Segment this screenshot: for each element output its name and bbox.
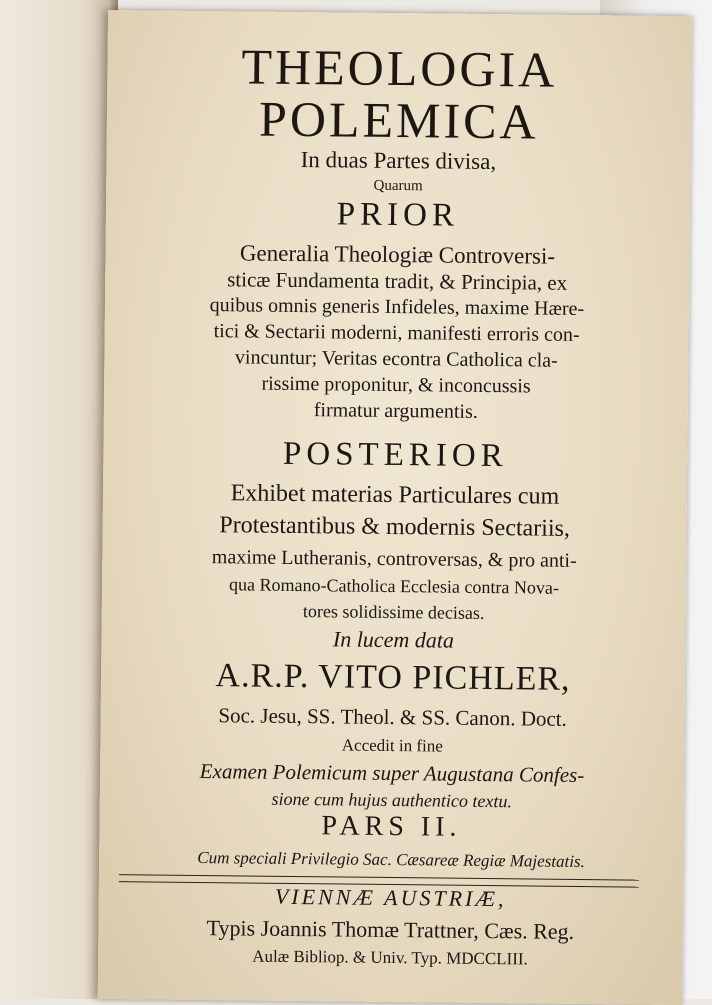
prior-line: sticæ Fundamenta tradit, & Principia, ex [227,267,568,295]
prior-line: tici & Sectarii moderni, manifesti erroris con- [213,320,580,346]
posterior-line: Exhibet materias Particulares cum [230,480,560,510]
posterior-line: Protestantibus & modernis Sectariis, [219,512,571,542]
prior-line: quibus omnis generis Infideles, maxime Hære- [209,294,585,321]
prior-line: firmatur argumentis. [313,399,478,423]
author: A.R.P. VITO PICHLER, [215,657,571,698]
accedit: Accedit in fine [341,735,443,756]
quarum: Quarum [373,177,423,195]
title-line-2: POLEMICA [258,90,539,150]
printer: Typis Joannis Thomæ Trattner, Cæs. Reg. [206,915,575,944]
subtitle: In duas Partes divisa, [300,147,497,175]
place: VIENNÆ AUSTRIÆ, [274,883,507,912]
pars: PARS II. [321,810,462,843]
imprint: Aulæ Bibliop. & Univ. Typ. MDCCLIII. [252,946,528,969]
prior-line: Generalia Theologiæ Controversi- [239,240,556,269]
prior-heading: PRIOR [336,196,460,234]
author-titles: Soc. Jesu, SS. Theol. & SS. Canon. Doct. [218,703,567,731]
posterior-line: maxime Lutheranis, controversas, & pro anti- [211,546,577,572]
examen-line: sione cum hujus authentico textu. [271,788,513,812]
examen-line: Examen Polemicum super Augustana Confes- [199,759,585,788]
prior-line: vincuntur; Veritas econtra Catholica cla- [234,346,558,372]
privilege: Cum speciali Privilegio Sac. Cæsareæ Regiæ Majestatis. [197,847,585,872]
title-line-1: THEOLOGIA [241,38,558,98]
in-lucem: In lucem data [332,626,455,653]
prior-line: rissime proponitur, & inconcussis [261,372,531,398]
title-page [98,10,692,1005]
posterior-line: qua Romano-Catholica Ecclesia contra Nova- [228,574,560,598]
posterior-heading: POSTERIOR [282,435,508,475]
posterior-line: tores solidissime decisas. [302,601,485,623]
